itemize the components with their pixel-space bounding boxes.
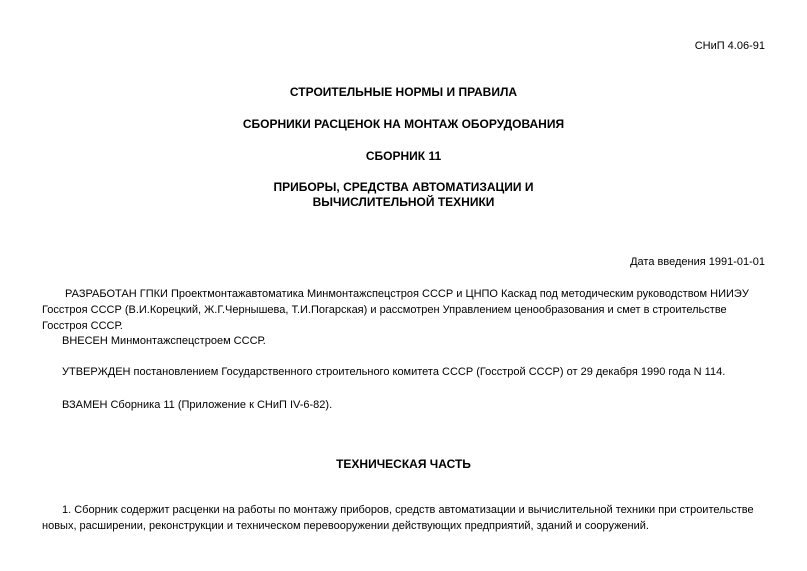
heading-collection-number: СБОРНИК 11	[365, 149, 442, 163]
effective-date: Дата введения 1991-01-01	[630, 256, 765, 268]
introduced-paragraph	[42, 333, 769, 349]
item-1-line-2: новых, расширении, реконструкции и техническом перевооружении действующих предприятий, зданий и сооружений.	[42, 520, 649, 532]
replaces-paragraph	[42, 397, 769, 413]
item-1-line-1: 1. Сборник содержит расценки на работы по монтажу приборов, средств автоматизации и вычислительной техники при строительстве	[62, 504, 754, 516]
heading-subject-line1: ПРИБОРЫ, СРЕДСТВА АВТОМАТИЗАЦИИ И	[273, 180, 534, 194]
approved-paragraph	[42, 364, 769, 380]
heading-collections: СБОРНИКИ РАСЦЕНОК НА МОНТАЖ ОБОРУДОВАНИЯ	[242, 117, 565, 131]
developed-line-1: РАЗРАБОТАН ГПКИ Проектмонтажавтоматика Минмонтажспецстроя СССР и ЦНПО Каскад под методическим руководством НИИЭУ	[65, 288, 749, 300]
item-1-paragraph	[42, 502, 769, 534]
heading-norms: СТРОИТЕЛЬНЫЕ НОРМЫ И ПРАВИЛА	[289, 85, 518, 99]
developed-paragraph	[42, 286, 769, 334]
developed-line-3: Госстроя СССР.	[42, 320, 123, 332]
introduced-text: ВНЕСЕН Минмонтажспецстроем СССР.	[62, 335, 266, 347]
developed-line-2: Госстроя СССР (В.И.Корецкий, Ж.Г.Чернышева, Т.И.Погарская) и рассмотрен Управлением ценообразования и смет в строительстве	[42, 304, 727, 316]
heading-subject-line2: ВЫЧИСЛИТЕЛЬНОЙ ТЕХНИКИ	[312, 195, 495, 209]
approved-text: УТВЕРЖДЕН постановлением Государственного строительного комитета СССР (Госстрой СССР) от 29 декабря 1990 года N 114.	[62, 366, 726, 378]
replaces-text: ВЗАМЕН Сборника 11 (Приложение к СНиП IV-6-82).	[62, 399, 333, 411]
document-code: СНиП 4.06-91	[694, 40, 765, 52]
section-title: ТЕХНИЧЕСКАЯ ЧАСТЬ	[336, 457, 471, 471]
